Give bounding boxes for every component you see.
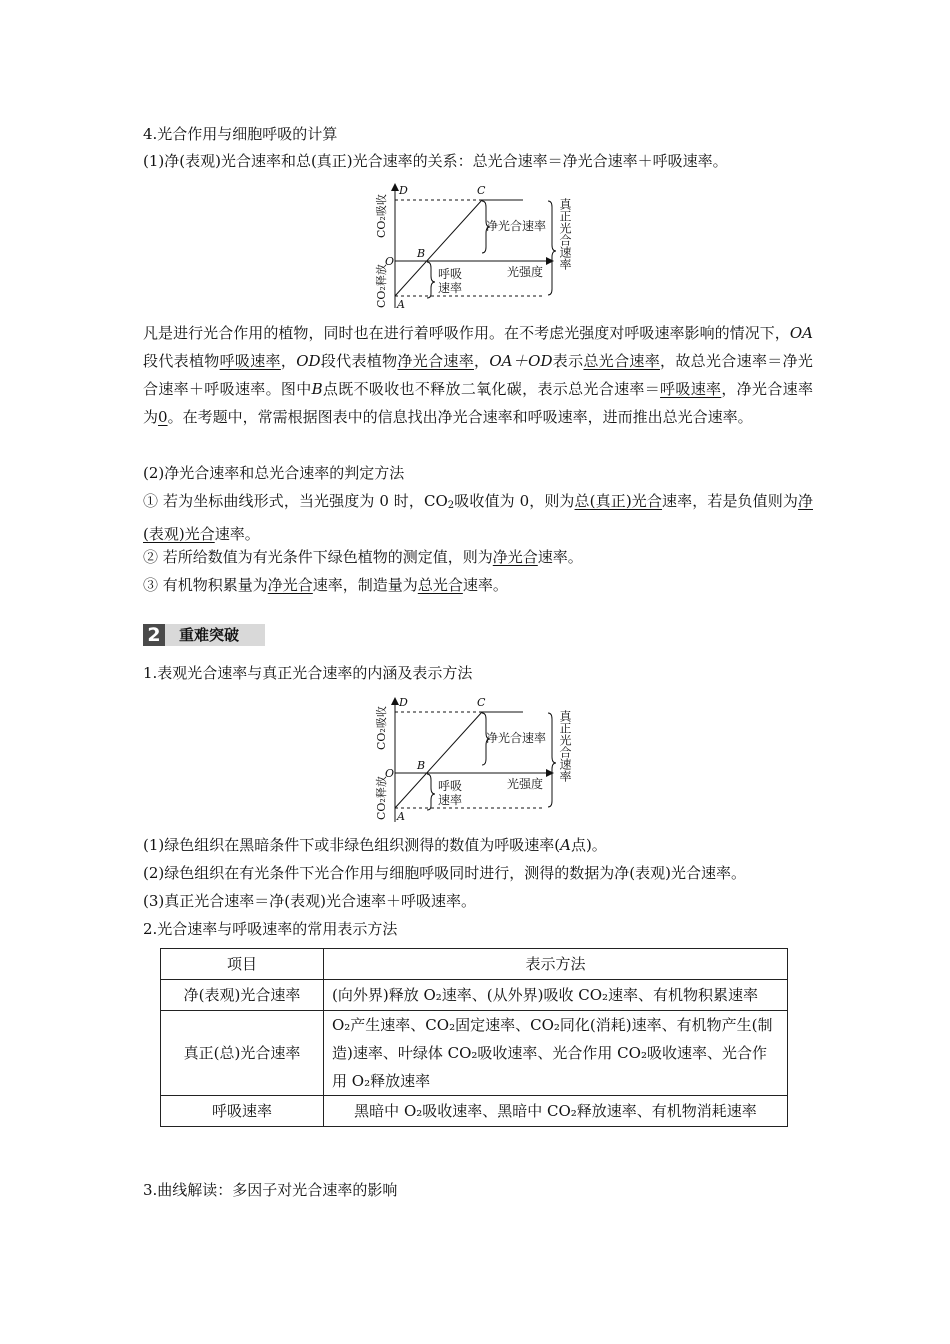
y-up-label: CO₂吸收 xyxy=(375,194,388,238)
resp-label-1: 呼吸 xyxy=(438,267,463,281)
method-item-1: ① 若为坐标曲线形式，当光强度为 0 时，$CO_2$吸收值为 0，则为总(真正)光合速率，若是负值则为净(表观)光合速率。 xyxy=(143,492,813,543)
y-down-label: CO₂释放 xyxy=(375,264,388,308)
rate-diagram-2 xyxy=(355,694,595,824)
explanation-paragraph: 凡是进行光合作用的植物，同时也在进行着呼吸作用。在不考虑光强度对呼吸速率影响的情况下，OA段代表植物呼吸速率，OD段代表植物净光合速率，OA＋OD表示总光合速率，故总光合速率＝净光合速率＋呼吸速率。图中B点既不吸收也不释放二氧化碳，表示总光合速率＝呼吸速率，净光合速率为0。在考题中，常需根据图表中的信息找出净光合速率和呼吸速率，进而推出总光合速率。 xyxy=(143,324,813,426)
note-3: (3)真正光合速率＝净(表观)光合速率＋呼吸速率。 xyxy=(143,892,476,910)
y-down-label: CO₂释放 xyxy=(375,776,388,820)
x-axis-label: 光强度 xyxy=(507,265,544,279)
section-header xyxy=(143,624,265,646)
subheading-2: 2.光合速率与呼吸速率的常用表示方法 xyxy=(143,920,398,938)
table-header-row xyxy=(161,949,788,980)
section-title: 重难突破 xyxy=(179,626,240,644)
table-row xyxy=(161,1011,788,1096)
subheading-1: 1.表观光合速率与真正光合速率的内涵及表示方法 xyxy=(143,664,473,682)
method-item-2: ② 若所给数值为有光条件下绿色植物的测定值，则为净光合速率。 xyxy=(143,548,583,566)
resp-label-2: 速率 xyxy=(438,281,463,295)
net-rate-label: 净光合速率 xyxy=(486,731,547,745)
note-2: (2)绿色组织在有光条件下光合作用与细胞呼吸同时进行，测得的数据为净(表观)光合速率。 xyxy=(143,864,746,882)
resp-label-2: 速率 xyxy=(438,793,463,807)
table-cell: 净(表观)光合速率 xyxy=(161,980,324,1011)
subheading-3: 3.曲线解读：多因子对光合速率的影响 xyxy=(143,1181,398,1199)
table-row xyxy=(161,1096,788,1127)
resp-label-1: 呼吸 xyxy=(438,779,463,793)
label-c: C xyxy=(477,696,486,709)
method-item-3: ③ 有机物积累量为净光合速率，制造量为总光合速率。 xyxy=(143,576,508,594)
x-axis-label: 光强度 xyxy=(507,777,544,791)
section-bar xyxy=(165,624,265,646)
table-cell: (向外界)释放 O₂速率、(从外界)吸收 CO₂速率、有机物积累速率 xyxy=(324,980,788,1011)
table-header-item: 项目 xyxy=(161,949,324,980)
paragraph-relationship: (1)净(表观)光合速率和总(真正)光合速率的关系：总光合速率＝净光合速率＋呼吸速率。 xyxy=(143,152,728,170)
note-1: (1)绿色组织在黑暗条件下或非绿色组织测得的数值为呼吸速率(A点)。 xyxy=(143,836,607,854)
table-cell: 黑暗中 O₂吸收速率、黑暗中 CO₂释放速率、有机物消耗速率 xyxy=(324,1096,788,1127)
table-cell: 真正(总)光合速率 xyxy=(161,1011,324,1096)
table-row xyxy=(161,980,788,1011)
table-cell: O₂产生速率、CO₂固定速率、CO₂同化(消耗)速率、有机物产生(制造)速率、叶绿体 CO₂吸收速率、光合作用 CO₂吸收速率、光合作用 O₂释放速率 xyxy=(324,1011,788,1096)
table-header-method: 表示方法 xyxy=(324,949,788,980)
label-d: D xyxy=(399,184,408,197)
rate-diagram xyxy=(355,180,595,310)
y-up-label: CO₂吸收 xyxy=(375,706,388,750)
label-a: A xyxy=(397,298,405,310)
label-d: D xyxy=(399,696,408,709)
section-heading: 4.光合作用与细胞呼吸的计算 xyxy=(143,125,338,143)
true-rate-label: 真正光合速率 xyxy=(558,710,572,782)
rates-table xyxy=(160,948,788,1127)
true-rate-label: 真正光合速率 xyxy=(558,198,572,270)
net-rate-label: 净光合速率 xyxy=(486,219,547,233)
label-c: C xyxy=(477,184,486,197)
label-b: B xyxy=(417,759,426,772)
label-b: B xyxy=(417,247,426,260)
paragraph-method: (2)净光合速率和总光合速率的判定方法 xyxy=(143,464,405,482)
table-cell: 呼吸速率 xyxy=(161,1096,324,1127)
label-o: O xyxy=(385,255,395,268)
section-number: 2 xyxy=(143,624,165,646)
label-a: A xyxy=(397,810,405,823)
label-o: O xyxy=(385,767,395,780)
